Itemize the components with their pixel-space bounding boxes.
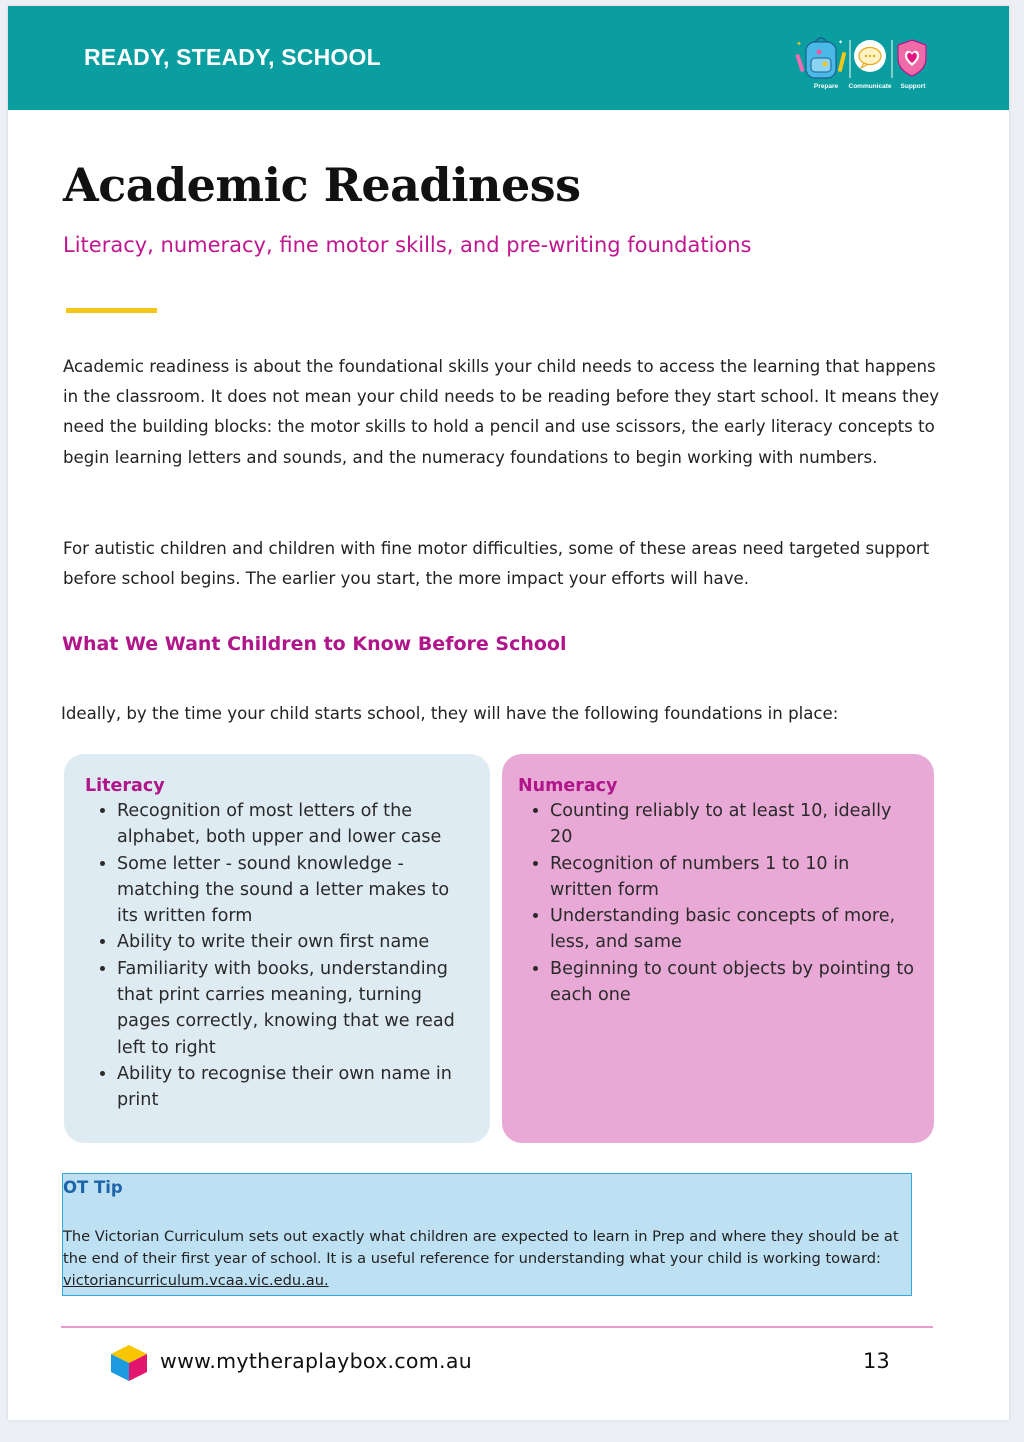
- page-subtitle: Literacy, numeracy, fine motor skills, and pre-writing foundations: [63, 233, 752, 257]
- list-item: • Recognition of most letters of the alphabet, both upper and lower case: [117, 798, 470, 851]
- ot-tip-body: [63, 1226, 911, 1293]
- numeracy-list: [518, 798, 914, 1008]
- list-item: • Ability to write their own first name: [117, 929, 470, 955]
- document-page: [8, 6, 1009, 1420]
- curriculum-link[interactable]: victoriancurriculum.vcaa.vic.edu.au.: [63, 1272, 329, 1290]
- foundations-intro: Ideally, by the time your child starts school, they will have the following foundations in place:: [61, 704, 839, 723]
- svg-text:✦: ✦: [838, 39, 844, 46]
- logo-label-communicate: Communicate: [848, 83, 892, 90]
- footer-website[interactable]: www.mytheraplaybox.com.au: [160, 1349, 472, 1373]
- numeracy-heading: Numeracy: [518, 776, 618, 796]
- list-item: • Ability to recognise their own name in print: [117, 1061, 470, 1114]
- accent-divider: [66, 308, 157, 313]
- intro-paragraph-2: For autistic children and children with fine motor difficulties, some of these areas need targeted support before school begins. The earlier you start, the more impact your efforts will have.: [63, 539, 930, 589]
- header-title: READY, STEADY, SCHOOL: [84, 44, 381, 70]
- ot-tip-text: The Victorian Curriculum sets out exactly what children are expected to learn in Prep and where they should be at the end of their first year of school. It is a useful reference for understanding what your child is working toward:: [63, 1228, 899, 1268]
- list-item: • Some letter - sound knowledge - matching the sound a letter makes to its written form: [117, 851, 470, 930]
- ot-tip-box: [62, 1173, 912, 1296]
- playbox-cube-icon: [108, 1343, 150, 1383]
- logo-label-prepare: Prepare: [813, 83, 839, 90]
- footer-divider: [61, 1326, 933, 1328]
- svg-text:✦: ✦: [796, 40, 802, 48]
- list-item: • Familiarity with books, understanding that print carries meaning, turning pages correctly, knowing that we read left to right: [117, 956, 470, 1061]
- heart-shield-icon: [898, 40, 926, 76]
- logo-label-support: Support: [900, 83, 926, 90]
- ready-steady-school-logo: [794, 34, 934, 96]
- list-item: • Recognition of numbers 1 to 10 in written form: [550, 851, 914, 904]
- numeracy-card: [502, 754, 934, 1143]
- list-item: • Beginning to count objects by pointing to each one: [550, 956, 914, 1009]
- intro-paragraph-1: Academic readiness is about the foundational skills your child needs to access the learning that happens in the classroom. It does not mean your child needs to be reading before they start school. It means they need the building blocks: the motor skills to hold a pencil and use scissors, the early literacy concepts to begin learning letters and sounds, and the numeracy foundations to begin working with numbers.: [63, 357, 940, 467]
- list-item: • Understanding basic concepts of more, less, and same: [550, 903, 914, 956]
- section-heading: What We Want Children to Know Before School: [62, 633, 567, 655]
- list-item: • Counting reliably to at least 10, ideally 20: [550, 798, 914, 851]
- page-number: 13: [863, 1349, 890, 1373]
- backpack-icon: [795, 38, 846, 78]
- literacy-heading: Literacy: [85, 776, 165, 796]
- literacy-list: [85, 798, 470, 1114]
- page-title: Academic Readiness: [63, 158, 581, 212]
- literacy-card: [64, 754, 490, 1143]
- ot-tip-heading: OT Tip: [63, 1178, 123, 1197]
- page-header: [8, 6, 1009, 110]
- speech-bubble-icon: [854, 40, 886, 72]
